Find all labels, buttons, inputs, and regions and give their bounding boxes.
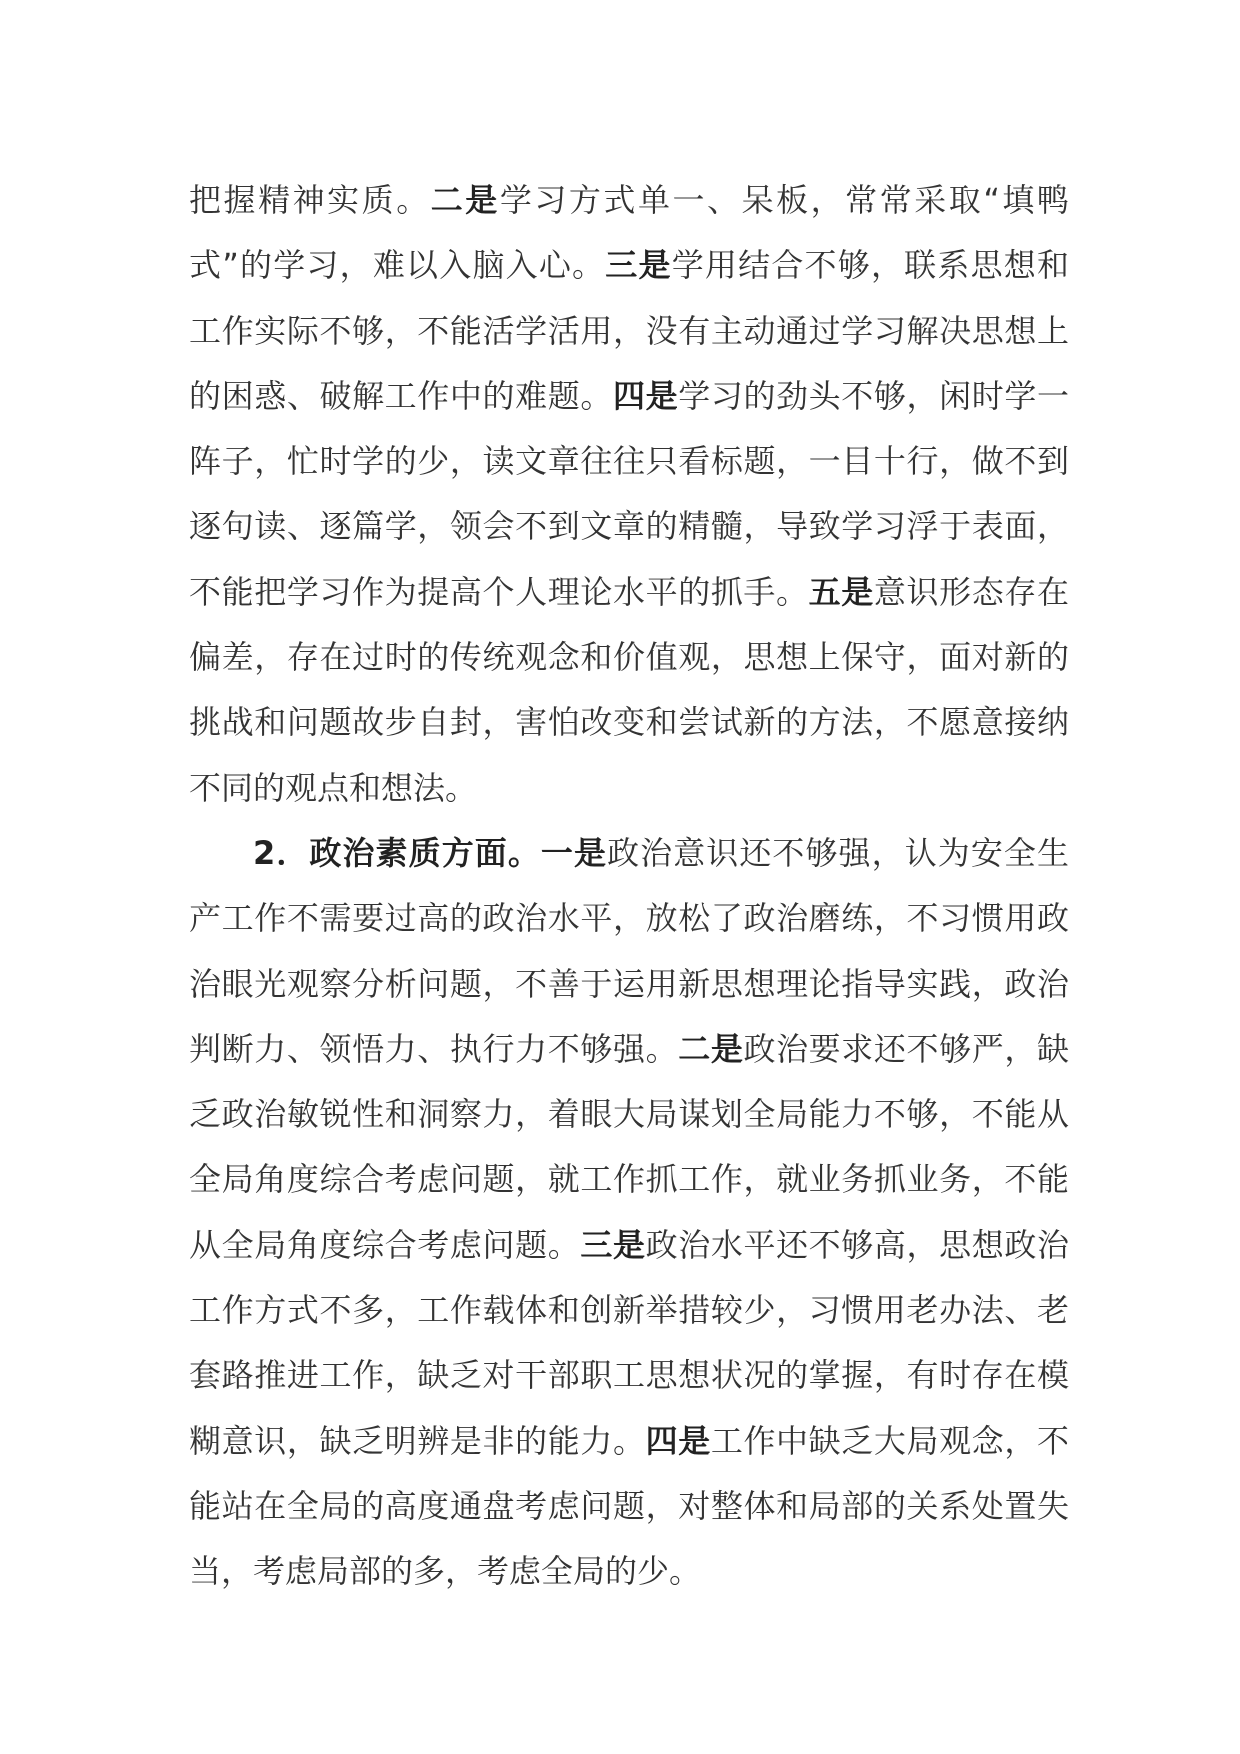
emphasis-marker: 三是 xyxy=(580,1225,646,1264)
emphasis-marker: 五是 xyxy=(808,572,874,611)
emphasis-marker: 四是 xyxy=(645,1421,711,1460)
document-body xyxy=(189,168,1069,1605)
text-segment: 意识形态存在偏差，存在过时的传统观念和价值观，思想上保守，面对新的挑战和问题故步自封，害怕改变和尝试新的方法，不愿意接纳不同的观点和想法。 xyxy=(189,572,1069,807)
text-segment: 工作中缺乏大局观念，不能站在全局的高度通盘考虑问题，对整体和局部的关系处置失当，考虑局部的多，考虑全局的少。 xyxy=(189,1421,1069,1591)
text-segment: 把握精神实质。 xyxy=(189,181,431,219)
text-segment: 政治水平还不够高，思想政治工作方式不多，工作载体和创新举措较少，习惯用老办法、老套路推进工作，缺乏对干部职工思想状况的掌握，有时存在模糊意识，缺乏明辨是非的能力。 xyxy=(189,1225,1069,1460)
text-segment: 学习方式单一、呆板，常常采取“填鸭式”的学习，难以入脑入心。 xyxy=(189,181,1069,285)
paragraph-political-quality xyxy=(189,821,1069,1605)
section-heading: 2．政治素质方面。 xyxy=(253,833,541,872)
text-segment: 学用结合不够，联系思想和工作实际不够，不能活学活用，没有主动通过学习解决思想上的困惑、破解工作中的难题。 xyxy=(189,246,1069,415)
emphasis-marker: 四是 xyxy=(612,376,679,415)
emphasis-marker: 一是 xyxy=(540,833,608,872)
text-segment: 政治意识还不够强，认为安全生产工作不需要过高的政治水平，放松了政治磨练，不习惯用政治眼光观察分析问题，不善于运用新思想理论指导实践，政治判断力、领悟力、执行力不够强。 xyxy=(189,833,1069,1068)
paragraph-continuation xyxy=(189,168,1069,821)
emphasis-marker: 二是 xyxy=(678,1029,744,1068)
emphasis-marker: 二是 xyxy=(430,181,500,219)
emphasis-marker: 三是 xyxy=(605,246,672,285)
text-segment: 政治要求还不够严，缺乏政治敏锐性和洞察力，着眼大局谋划全局能力不够，不能从全局角度综合考虑问题，就工作抓工作，就业务抓业务，不能从全局角度综合考虑问题。 xyxy=(189,1029,1069,1264)
text-segment: 学习的劲头不够，闲时学一阵子，忙时学的少，读文章往往只看标题，一目十行，做不到逐句读、逐篇学，领会不到文章的精髓，导致学习浮于表面，不能把学习作为提高个人理论水平的抓手。 xyxy=(189,376,1069,611)
